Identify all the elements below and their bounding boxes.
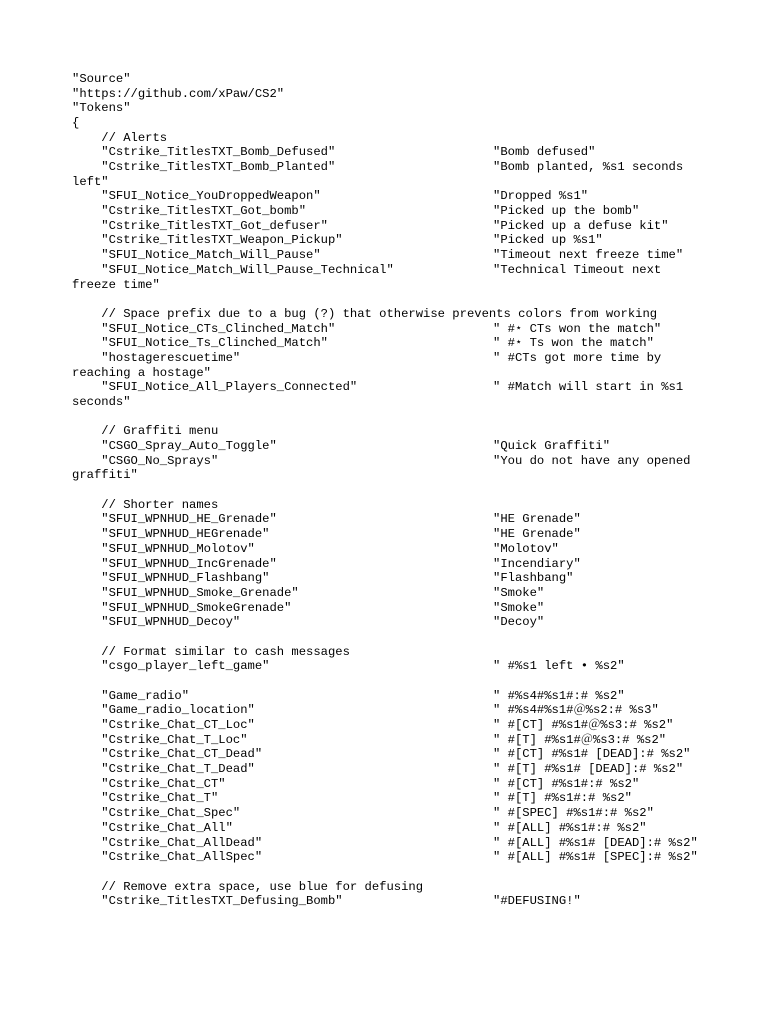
token-key: "Cstrike_Chat_CT_Loc": [72, 718, 255, 733]
token-entry: [72, 821, 702, 836]
token-entry: [72, 512, 702, 527]
token-entry: [72, 233, 702, 248]
token-value: "Technical Timeout next freeze time": [72, 262, 669, 292]
token-entry: [72, 336, 702, 351]
token-entry: [72, 322, 702, 337]
token-value: "Quick Graffiti": [493, 439, 611, 454]
token-value: "You do not have any opened graffiti": [72, 453, 698, 483]
token-value: " #%s1 left • %s2": [493, 659, 625, 674]
token-entry: [72, 601, 702, 616]
token-value: " #[ALL] #%s1# [DEAD]:# %s2": [493, 835, 698, 850]
token-value: "Bomb defused": [493, 145, 596, 160]
token-value: " #Match will start in %s1 seconds": [72, 380, 691, 410]
token-key: "Cstrike_Chat_Spec": [72, 806, 241, 821]
blank-line: [72, 630, 702, 645]
token-entry: [72, 850, 702, 865]
section-comment: // Graffiti menu: [72, 424, 219, 439]
token-entry: [72, 527, 702, 542]
token-entry: [72, 806, 702, 821]
token-value: " #[CT] #%s1#＠%s3:# %s2": [493, 718, 674, 733]
token-entry: [72, 145, 702, 160]
token-key: "Cstrike_Chat_AllSpec": [72, 850, 263, 865]
token-entry: [72, 571, 702, 586]
token-entry: [72, 542, 702, 557]
section-comment: // Format similar to cash messages: [72, 644, 350, 659]
token-entry: [72, 791, 702, 806]
token-value: "#DEFUSING!": [493, 894, 581, 909]
source-key-line: "Source": [72, 72, 131, 86]
source-url-line: "https://github.com/xPaw/CS2": [72, 86, 285, 101]
token-key: "SFUI_WPNHUD_Molotov": [72, 541, 255, 556]
token-value: "Picked up %s1": [493, 233, 603, 248]
token-key: "SFUI_WPNHUD_HEGrenade": [72, 527, 270, 542]
token-entry: [72, 586, 702, 601]
token-value: " #%s4#%s1#:# %s2": [493, 688, 625, 703]
section-comment: // Shorter names: [72, 497, 219, 512]
token-entry: [72, 894, 702, 909]
token-entry: [72, 747, 702, 762]
token-entry: [72, 733, 702, 748]
token-value: " #[ALL] #%s1# [SPEC]:# %s2": [493, 850, 698, 865]
token-key: "SFUI_Notice_Match_Will_Pause_Technical": [72, 262, 394, 277]
section-comment: // Remove extra space, use blue for defusing: [72, 879, 424, 894]
token-entry: [72, 263, 702, 292]
token-key: "Cstrike_Chat_CT_Dead": [72, 747, 263, 762]
token-value: " #[SPEC] #%s1#:# %s2": [493, 806, 654, 821]
token-key: "SFUI_WPNHUD_Decoy": [72, 615, 241, 630]
token-key: "Cstrike_Chat_T_Loc": [72, 732, 248, 747]
token-entry: [72, 703, 702, 718]
token-entry: [72, 777, 702, 792]
token-key: "Game_radio_location": [72, 703, 255, 718]
blank-line: [72, 483, 702, 498]
token-key: "CSGO_Spray_Auto_Toggle": [72, 439, 277, 454]
token-entry: [72, 160, 702, 189]
token-key: "CSGO_No_Sprays": [72, 453, 219, 468]
token-key: "SFUI_Notice_All_Players_Connected": [72, 380, 358, 395]
token-entry: [72, 219, 702, 234]
token-value: "Molotov": [493, 541, 559, 556]
token-value: "Timeout next freeze time": [493, 248, 684, 263]
token-key: "csgo_player_left_game": [72, 659, 270, 674]
token-entry: [72, 380, 702, 409]
tokens-key-line: "Tokens": [72, 101, 131, 116]
token-key: "Cstrike_TitlesTXT_Defusing_Bomb": [72, 894, 343, 909]
token-sections: [72, 131, 702, 909]
token-value: "Decoy": [493, 615, 545, 630]
token-key: "SFUI_WPNHUD_SmokeGrenade": [72, 600, 292, 615]
token-value: "Bomb planted, %s1 seconds left": [72, 160, 691, 189]
section-comment: // Space prefix due to a bug (?) that otherwise prevents colors from working: [72, 306, 658, 321]
token-key: "Game_radio": [72, 688, 190, 703]
token-value: " #[T] #%s1#:# %s2": [493, 791, 632, 806]
token-entry: [72, 454, 702, 483]
token-value: "Picked up a defuse kit": [493, 218, 669, 233]
token-entry: [72, 439, 702, 454]
token-value: "Picked up the bomb": [493, 204, 640, 219]
token-key: "SFUI_WPNHUD_IncGrenade": [72, 556, 277, 571]
token-entry: [72, 659, 702, 674]
token-key: "Cstrike_TitlesTXT_Bomb_Planted": [72, 160, 336, 175]
token-value: " #[T] #%s1# [DEAD]:# %s2": [493, 762, 684, 777]
token-key: "Cstrike_TitlesTXT_Weapon_Pickup": [72, 233, 343, 248]
blank-line: [72, 865, 702, 880]
token-key: "Cstrike_TitlesTXT_Bomb_Defused": [72, 145, 336, 160]
document-page: [72, 72, 702, 909]
token-key: "SFUI_Notice_Match_Will_Pause": [72, 248, 321, 263]
token-key: "Cstrike_TitlesTXT_Got_bomb": [72, 204, 307, 219]
token-entry: [72, 351, 702, 380]
token-key: "hostagerescuetime": [72, 350, 241, 365]
token-value: " #[T] #%s1#＠%s3:# %s2": [493, 732, 667, 747]
token-value: "HE Grenade": [493, 512, 581, 527]
token-key: "Cstrike_TitlesTXT_Got_defuser": [72, 218, 328, 233]
token-key: "SFUI_WPNHUD_HE_Grenade": [72, 512, 277, 527]
open-brace-line: {: [72, 116, 80, 131]
blank-line: [72, 292, 702, 307]
token-value: " #[ALL] #%s1#:# %s2": [493, 820, 647, 835]
token-entry: [72, 204, 702, 219]
token-value: " #⋆ Ts won the match": [493, 336, 654, 351]
token-value: " #⋆ CTs won the match": [493, 321, 662, 336]
token-value: "Smoke": [493, 600, 545, 615]
token-key: "Cstrike_Chat_CT": [72, 776, 226, 791]
token-entry: [72, 762, 702, 777]
token-key: "Cstrike_Chat_AllDead": [72, 835, 263, 850]
token-key: "SFUI_Notice_Ts_Clinched_Match": [72, 336, 328, 351]
token-entry: [72, 248, 702, 263]
token-value: " #[CT] #%s1# [DEAD]:# %s2": [493, 747, 691, 762]
token-entry: [72, 718, 702, 733]
token-key: "Cstrike_Chat_All": [72, 820, 233, 835]
blank-line: [72, 674, 702, 689]
token-key: "Cstrike_Chat_T_Dead": [72, 762, 255, 777]
token-value: " #CTs got more time by reaching a hostage": [72, 350, 669, 380]
token-entry: [72, 689, 702, 704]
token-value: " #%s4#%s1#＠%s2:# %s3": [493, 703, 659, 718]
token-key: "SFUI_WPNHUD_Smoke_Grenade": [72, 585, 299, 600]
section-comment: // Alerts: [72, 130, 168, 145]
token-entry: [72, 615, 702, 630]
token-entry: [72, 836, 702, 851]
token-value: "Flashbang": [493, 571, 574, 586]
blank-line: [72, 410, 702, 425]
token-key: "SFUI_Notice_CTs_Clinched_Match": [72, 321, 336, 336]
token-entry: [72, 189, 702, 204]
token-value: "Incendiary": [493, 556, 581, 571]
token-key: "SFUI_Notice_YouDroppedWeapon": [72, 189, 321, 204]
token-value: "Dropped %s1": [493, 189, 589, 204]
token-entry: [72, 557, 702, 572]
token-key: "SFUI_WPNHUD_Flashbang": [72, 571, 270, 586]
token-value: " #[CT] #%s1#:# %s2": [493, 776, 640, 791]
token-key: "Cstrike_Chat_T": [72, 791, 219, 806]
token-value: "HE Grenade": [493, 527, 581, 542]
token-value: "Smoke": [493, 585, 545, 600]
